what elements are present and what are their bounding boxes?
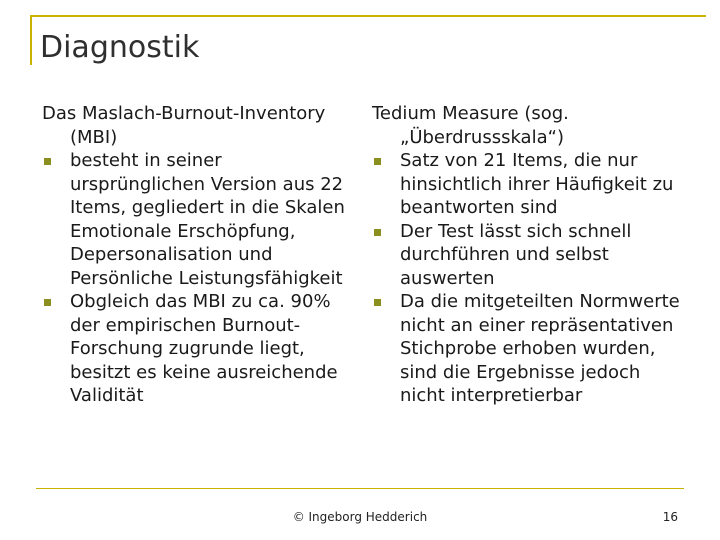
list-item-text: Obgleich das MBI zu ca. 90% der empirischen Burnout-Forschung zugrunde liegt, besitzt es keine ausreichende Validität bbox=[70, 291, 338, 406]
square-bullet-icon bbox=[374, 299, 381, 306]
footer-copyright: © Ingeborg Hedderich bbox=[292, 510, 428, 524]
left-intro: Das Maslach-Burnout-Inventory (MBI) bbox=[42, 103, 326, 148]
square-bullet-icon bbox=[374, 158, 381, 165]
slide-title: Diagnostik bbox=[40, 30, 200, 65]
right-column bbox=[372, 102, 682, 408]
list-item-text: Satz von 21 Items, die nur hinsichtlich ihrer Häufigkeit zu beantworten sind bbox=[400, 150, 674, 218]
frame-line-horizontal bbox=[30, 15, 706, 17]
frame-line-vertical bbox=[30, 15, 32, 65]
footer-divider bbox=[36, 488, 684, 489]
list-item bbox=[42, 149, 354, 290]
left-column bbox=[42, 102, 354, 408]
list-item-text: Da die mitgeteilten Normwerte nicht an einer repräsentativen Stichprobe erhoben wurden, sind die Ergebnisse jedoch nicht interpretierbar bbox=[400, 291, 680, 406]
right-intro: Tedium Measure (sog. „Überdrussskala“) bbox=[372, 103, 569, 148]
square-bullet-icon bbox=[374, 229, 381, 236]
list-item-text: Der Test lässt sich schnell durchführen und selbst auswerten bbox=[400, 220, 632, 289]
left-bullet-list bbox=[42, 149, 354, 408]
square-bullet-icon bbox=[44, 158, 51, 165]
list-item bbox=[372, 220, 682, 291]
list-item bbox=[372, 290, 682, 408]
page-number: 16 bbox=[662, 510, 678, 524]
list-item-text: besteht in seiner ursprünglichen Version aus 22 Items, gegliedert in die Skalen Emotionale Erschöpfung, Depersonalisation und Persönliche Leistungsfähigkeit bbox=[70, 150, 345, 289]
list-item bbox=[42, 290, 354, 408]
square-bullet-icon bbox=[44, 299, 51, 306]
right-bullet-list bbox=[372, 149, 682, 408]
list-item bbox=[372, 149, 682, 220]
